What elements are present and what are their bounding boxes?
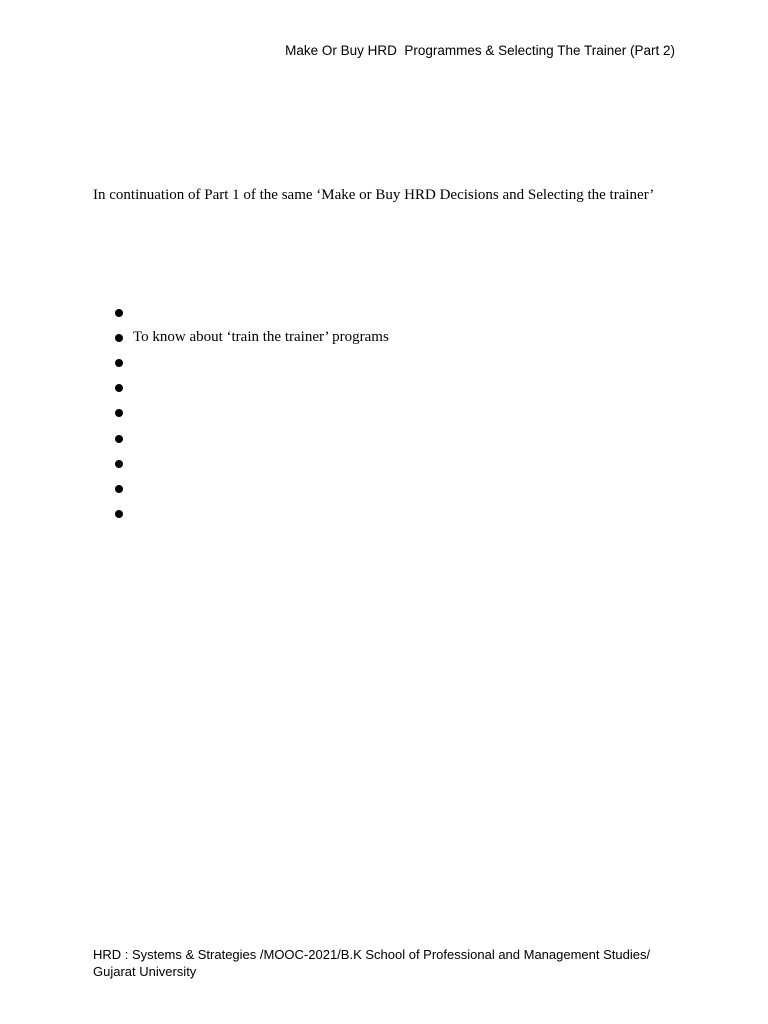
- list-item: [115, 401, 389, 426]
- bullet-icon: [115, 435, 123, 443]
- intro-paragraph: In continuation of Part 1 of the same ‘Make or Buy HRD Decisions and Selecting the trainer’: [93, 187, 655, 203]
- list-item: [115, 451, 389, 476]
- bullet-icon: [115, 359, 123, 367]
- bullet-icon: [115, 309, 123, 317]
- objectives-list: [115, 300, 389, 527]
- page-footer: [93, 946, 650, 980]
- bullet-icon: [115, 510, 123, 518]
- bullet-icon: [115, 334, 123, 342]
- page-header-title: Make Or Buy HRD Programmes & Selecting The Trainer (Part 2): [285, 43, 675, 58]
- list-item: [115, 300, 389, 325]
- list-item: [115, 426, 389, 451]
- footer-line-1: HRD : Systems & Strategies /MOOC-2021/B.K School of Professional and Management Studies/: [93, 947, 651, 962]
- bullet-icon: [115, 409, 123, 417]
- bullet-icon: [115, 384, 123, 392]
- bullet-icon: [115, 460, 123, 468]
- list-item: [115, 476, 389, 501]
- list-item: [115, 502, 389, 527]
- list-item-text: To know about ‘train the trainer’ programs: [133, 329, 389, 346]
- list-item: [115, 325, 389, 350]
- bullet-icon: [115, 485, 123, 493]
- list-item: [115, 376, 389, 401]
- list-item: [115, 350, 389, 375]
- footer-line-2: Gujarat University: [93, 964, 197, 979]
